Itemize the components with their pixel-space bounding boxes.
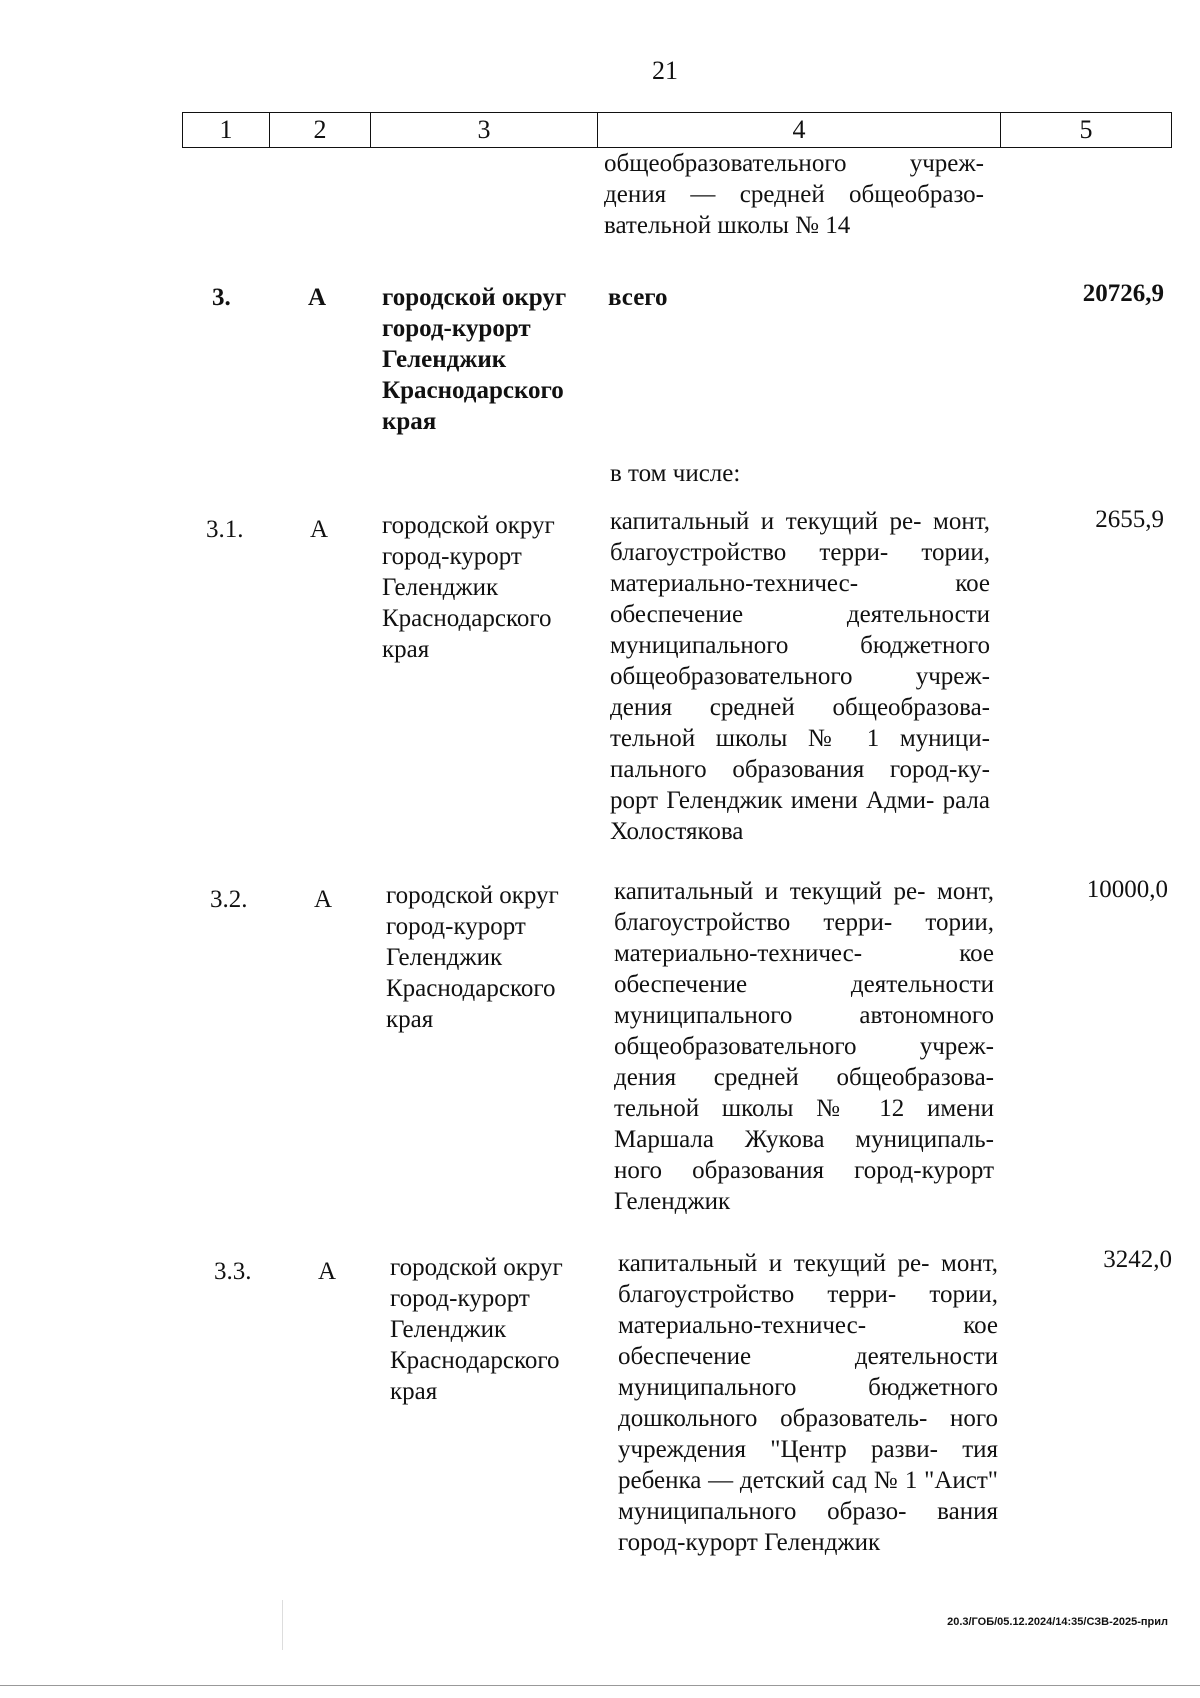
column-header-row — [183, 113, 1172, 148]
row-3-3-num: 3.3. — [214, 1258, 252, 1285]
row-3-num: 3. — [212, 284, 231, 311]
column-header-3: 3 — [371, 113, 598, 148]
row-3-3-amount: 3242,0 — [1103, 1246, 1172, 1273]
row-3-2-amount: 10000,0 — [1086, 876, 1168, 903]
row-3-2-category: А — [314, 886, 333, 913]
page-bottom-edge — [0, 1685, 1200, 1686]
row-3-description: всего — [608, 284, 668, 311]
document-stamp: 20.3/ГОБ/05.12.2024/14:35/СЗВ-2025-прил — [947, 1616, 1168, 1628]
row-3-1-num: 3.1. — [206, 516, 244, 543]
page-number: 21 — [652, 56, 678, 85]
row-3-3-category: А — [318, 1258, 337, 1285]
column-header-table — [182, 112, 1172, 148]
row-3-1-municipality: городской округ город-курорт Геленджик Краснодарского края — [382, 512, 555, 663]
row-3-2-municipality: городской округ город-курорт Геленджик Краснодарского края — [386, 882, 559, 1033]
row-3-1-amount: 2655,9 — [1095, 506, 1164, 533]
row-3-category: А — [308, 284, 327, 311]
row-3-municipality: городской округ город-курорт Геленджик Краснодарского края — [382, 284, 567, 435]
row-3-3-municipality: городской округ город-курорт Геленджик Краснодарского края — [390, 1254, 563, 1405]
scan-artifact-line — [282, 1600, 283, 1650]
including-label: в том числе: — [610, 460, 741, 487]
row-3-2-num: 3.2. — [210, 886, 248, 913]
column-header-2: 2 — [270, 113, 371, 148]
column-header-4: 4 — [598, 113, 1001, 148]
continuation-text: общеобразовательного учреж- дения — средней общеобразо- вательной школы № 14 — [604, 150, 984, 239]
column-header-5: 5 — [1001, 113, 1172, 148]
row-3-3-description: капитальный и текущий ре- монт, благоустройство терри- тории, материально-техничес- кое обеспечение деятельности муниципального бюджетного дошкольного образователь- ного учреждения "Центр разви- тия ребенка — детский сад № 1 "Аист" муниципального образо- вания город-курорт Геленджик — [618, 1250, 998, 1556]
column-header-1: 1 — [183, 113, 270, 148]
row-3-1-description: капитальный и текущий ре- монт, благоустройство терри- тории, материально-техничес- кое обеспечение деятельности муниципального бюджетного общеобразовательного учреж- дения средней общеобразова- тельной школы № 1 муници- пального образования город-ку- рорт Геленджик имени Адми- рала Холостякова — [610, 508, 990, 845]
row-3-1-category: А — [310, 516, 329, 543]
row-3-2-description: капитальный и текущий ре- монт, благоустройство терри- тории, материально-техничес- кое обеспечение деятельности муниципального автономного общеобразовательного учреж- дения средней общеобразова- тельной школы № 12 имени Маршала Жукова муниципаль- ного образования город-курорт Геленджик — [614, 878, 994, 1215]
row-3-amount: 20726,9 — [1082, 280, 1164, 307]
